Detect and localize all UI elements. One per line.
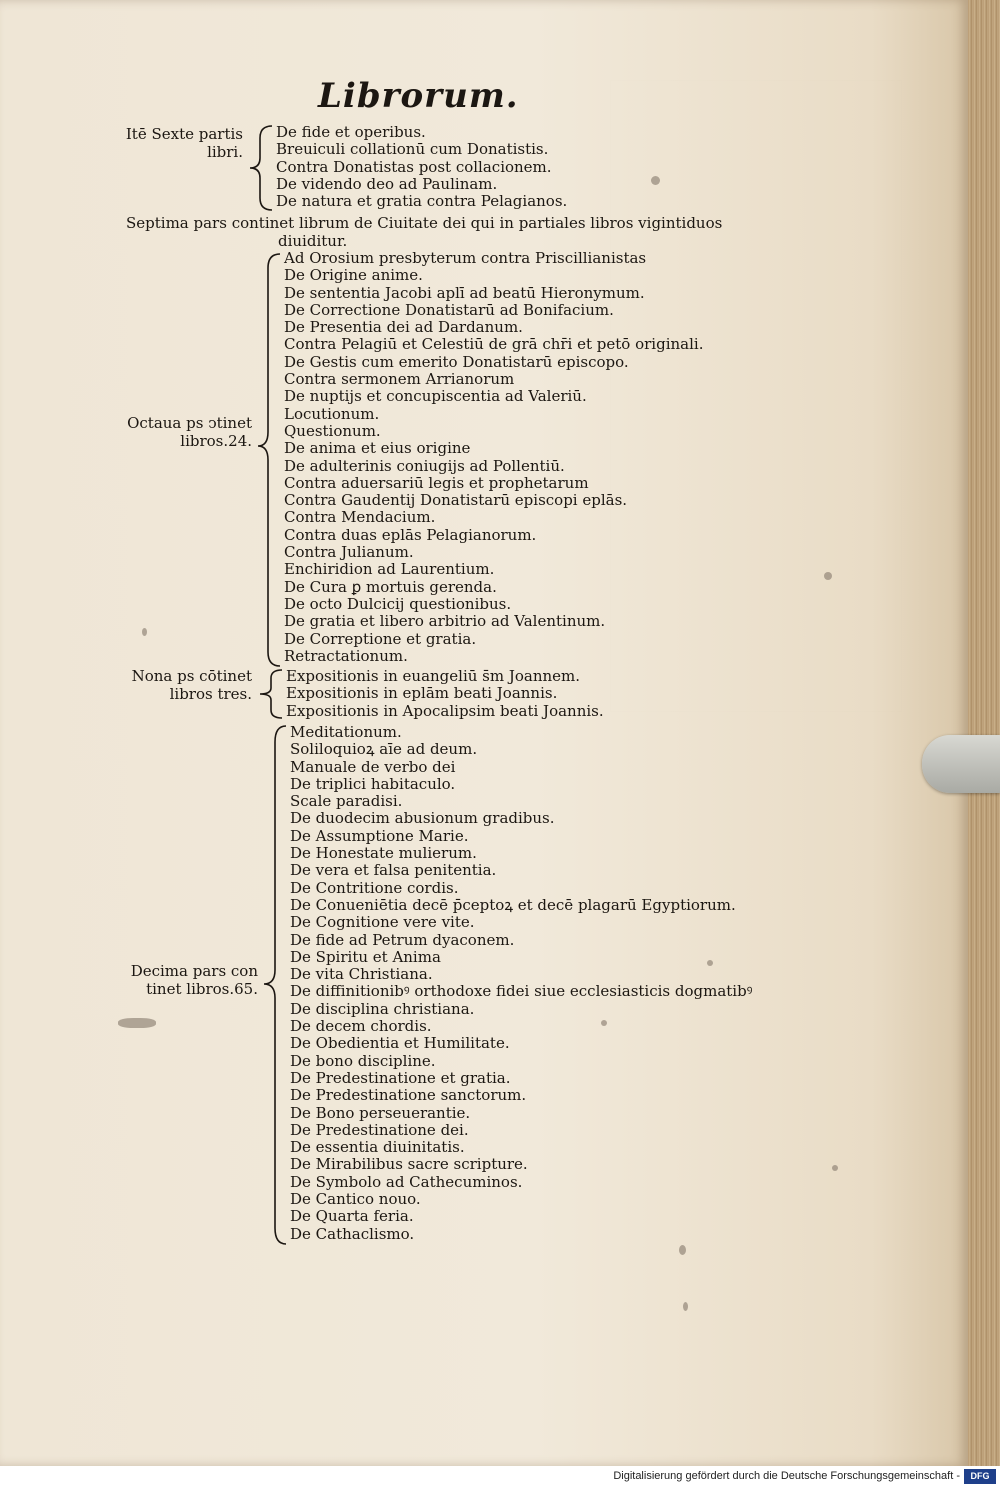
list-item: De octo Dulcicij questionibus. <box>284 594 512 613</box>
stain <box>683 1302 688 1311</box>
list-item: De Honestate mulierum. <box>290 844 477 863</box>
brace <box>258 668 288 722</box>
list-item: Contra aduersariū legis et prophetarum <box>284 473 589 492</box>
septima-line: Septima pars continet librum de Ciuitate dei qui in partiales libros vigintiduos <box>126 214 723 232</box>
list-item: Contra duas eplās Pelagianorum. <box>284 525 537 544</box>
list-item: De Correptione et gratia. <box>284 629 477 648</box>
list-item: De fide et operibus. <box>276 123 426 141</box>
list-item: De Predestinatione sanctorum. <box>290 1086 527 1105</box>
footer-credit: Digitalisierung gefördert durch die Deutsche Forschungsgemeinschaft - <box>613 1470 960 1482</box>
list-item: Contra Julianum. <box>284 543 414 562</box>
list-item: De sententia Jacobi aplī ad beatū Hieronymum. <box>284 283 645 302</box>
label-line: Itē Sexte partis <box>125 125 243 143</box>
list-item: De Cura ꝑ mortuis gerenda. <box>284 577 497 596</box>
book-list-sexta <box>276 124 567 210</box>
list-item: De Cantico nouo. <box>290 1190 421 1209</box>
list-item: Contra Mendacium. <box>284 508 436 527</box>
list-item: Contra Donatistas post collacionem. <box>276 157 552 176</box>
list-item: Meditationum. <box>290 723 402 741</box>
list-item: Contra Pelagiū et Celestiū de grā chr̄i et petō originali. <box>284 335 704 354</box>
label-line: Nona ps cōtinet <box>131 667 252 685</box>
list-item: De anima et eius origine <box>284 439 471 458</box>
section-label-octava <box>100 414 252 450</box>
list-item: De vita Christiana. <box>290 965 433 984</box>
list-item: Breuiculi collationū cum Donatistis. <box>276 140 549 159</box>
list-item: De bono discipline. <box>290 1051 436 1070</box>
list-item: De Mirabilibus sacre scripture. <box>290 1155 528 1174</box>
list-item: De Contritione cordis. <box>290 878 459 897</box>
list-item: De gratia et libero arbitrio ad Valentinum. <box>284 612 606 631</box>
list-item: De Origine anime. <box>284 266 423 285</box>
page-clip <box>922 735 1000 793</box>
list-item: De natura et gratia contra Pelagianos. <box>276 192 568 211</box>
septima-text <box>126 214 722 250</box>
list-item: Contra sermonem Arrianorum <box>284 370 515 389</box>
stain <box>118 1018 156 1028</box>
footer-bar <box>0 1466 1000 1488</box>
list-item: De fide ad Petrum dyaconem. <box>290 930 515 949</box>
list-item: De Cognitione vere vite. <box>290 913 475 932</box>
list-item: De vera et falsa penitentia. <box>290 861 497 880</box>
list-item: De nuptijs et concupiscentia ad Valeriū. <box>284 387 587 406</box>
list-item: De Bono perseuerantie. <box>290 1103 471 1122</box>
section-label-nona <box>100 667 252 703</box>
stain <box>651 176 660 185</box>
label-line: Decima pars con <box>130 962 258 980</box>
section-label-decima <box>100 962 258 998</box>
stain <box>832 1165 838 1171</box>
list-item: De essentia diuinitatis. <box>290 1138 465 1157</box>
list-item: De Presentia dei ad Dardanum. <box>284 318 523 337</box>
list-item: Expositionis in euangeliū s̄m Joannem. <box>286 667 581 685</box>
list-item: Soliloquioꝝ aīe ad deum. <box>290 740 478 759</box>
list-item: De disciplina christiana. <box>290 999 475 1018</box>
list-item: Scale paradisi. <box>290 792 403 811</box>
stain <box>142 628 147 636</box>
brace <box>248 124 278 212</box>
dfg-logo: DFG <box>964 1469 996 1484</box>
list-item: De triplici habitaculo. <box>290 774 456 793</box>
list-item: De Quarta feria. <box>290 1207 414 1226</box>
list-item: De Obedientia et Humilitate. <box>290 1034 510 1053</box>
list-item: De Gestis cum emerito Donatistarū episcopo. <box>284 352 629 371</box>
book-list-nona <box>286 668 604 720</box>
stain <box>679 1245 686 1255</box>
list-item: Manuale de verbo dei <box>290 757 456 776</box>
book-list-decima <box>290 724 752 1243</box>
list-item: De Conueniētia decē p̄ceptoꝝ et decē plagarū Egyptiorum. <box>290 895 736 914</box>
list-item: De Predestinatione dei. <box>290 1120 469 1139</box>
list-item: Locutionum. <box>284 404 380 423</box>
brace <box>256 252 286 670</box>
book-list-octava <box>284 250 703 665</box>
list-item: Contra Gaudentij Donatistarū episcopi eplās. <box>284 491 628 510</box>
list-item: De Assumptione Marie. <box>290 826 469 845</box>
list-item: De adulterinis coniugijs ad Pollentiū. <box>284 456 565 475</box>
page-edges <box>968 0 1000 1466</box>
list-item: De videndo deo ad Paulinam. <box>276 174 498 193</box>
list-item: Enchiridion ad Laurentium. <box>284 560 495 579</box>
list-item: De Symbolo ad Cathecuminos. <box>290 1172 523 1191</box>
list-item: Expositionis in Apocalipsim beati Joannis. <box>286 701 604 720</box>
label-line: libros.24. <box>180 432 252 450</box>
list-item: De duodecim abusionum gradibus. <box>290 809 555 828</box>
label-line: libri. <box>207 143 243 161</box>
label-line: Octaua ps ↄtinet <box>127 414 252 432</box>
list-item: De Correctione Donatistarū ad Bonifacium. <box>284 300 614 319</box>
list-item: De diffinitionibꝰ orthodoxe fidei siue ecclesiasticis dogmatibꝰ <box>290 982 753 1001</box>
list-item: De Cathaclismo. <box>290 1224 415 1243</box>
page-heading: Librorum. <box>318 76 519 116</box>
list-item: De Predestinatione et gratia. <box>290 1068 511 1087</box>
list-item: Questionum. <box>284 421 381 440</box>
label-line: libros tres. <box>169 685 252 703</box>
septima-line: diuiditur. <box>278 232 348 250</box>
list-item: Ad Orosium presbyterum contra Priscillianistas <box>284 249 647 267</box>
stain <box>824 572 832 580</box>
section-label-sexta <box>100 125 243 161</box>
list-item: Expositionis in eplām beati Joannis. <box>286 684 558 703</box>
list-item: Retractationum. <box>284 646 408 665</box>
brace <box>262 724 292 1248</box>
list-item: De Spiritu et Anima <box>290 947 441 966</box>
label-line: tinet libros.65. <box>146 980 258 998</box>
list-item: De decem chordis. <box>290 1017 432 1036</box>
